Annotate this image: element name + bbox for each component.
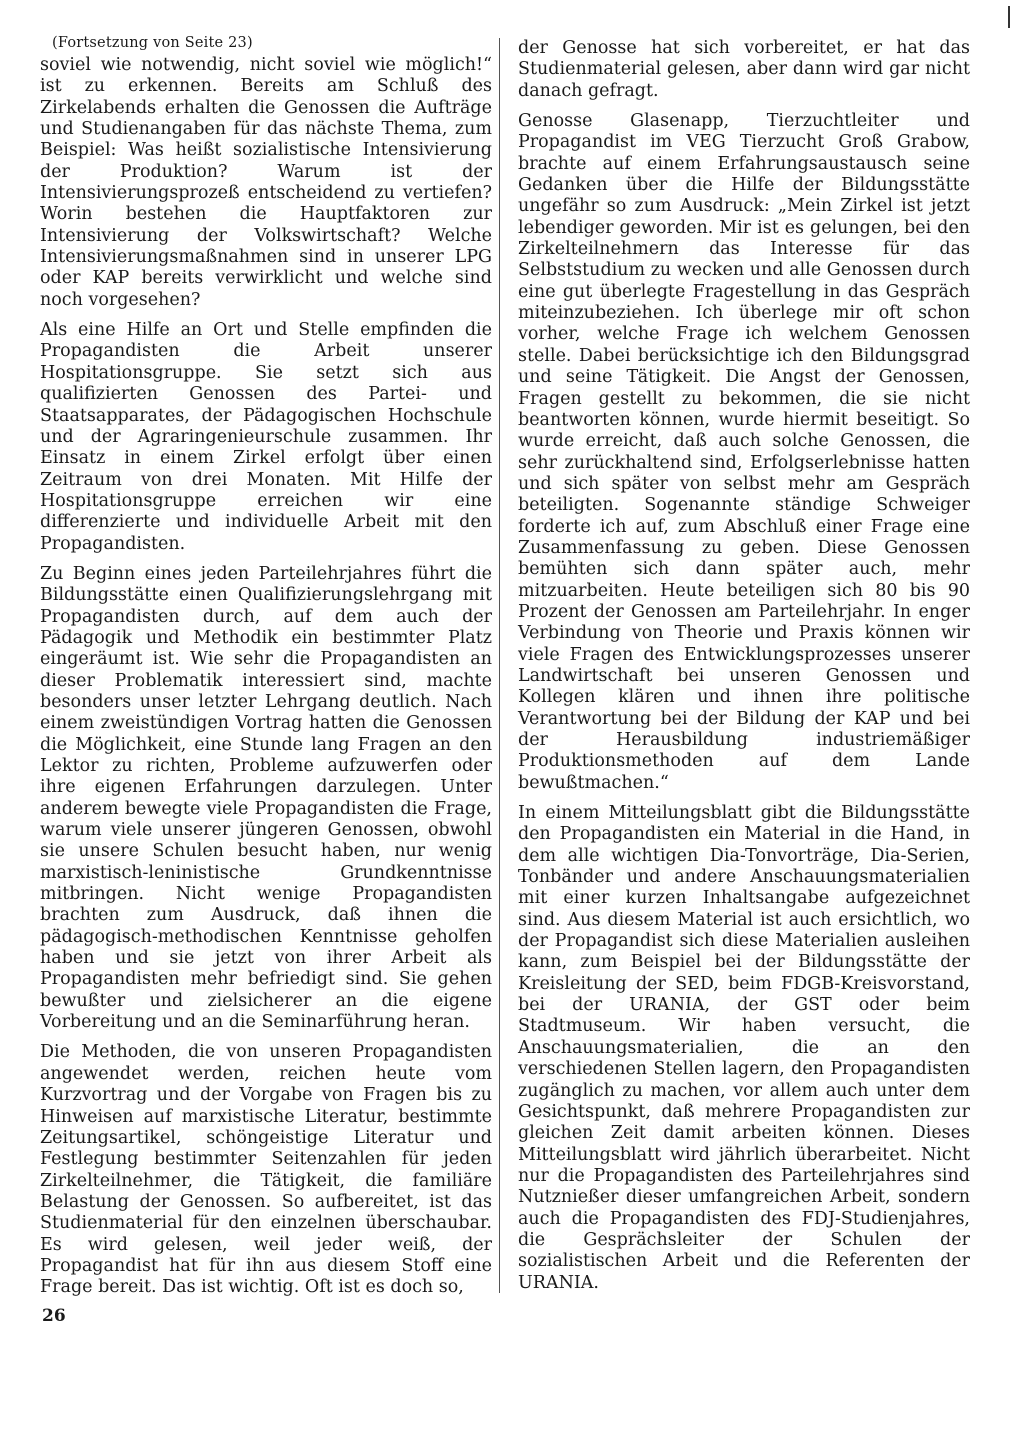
paragraph: Als eine Hilfe an Ort und Stelle empfinden die Propagandisten die Arbeit unserer Hospitationsgruppe. Sie setzt sich aus qualifizierten Genossen des Partei- und Staatsapparates, der Pädagogischen Hochschule und der Agraringenieurschule zusammen. Ihr Einsatz in einem Zirkel erfolgt über einen Zeitraum von drei Monaten. Mit Hilfe der Hospitationsgruppe erreichen wir eine differenzierte und individuelle Arbeit mit den Propagandisten.: [40, 320, 492, 554]
paragraph: soviel wie notwendig, nicht soviel wie möglich!“ ist zu erkennen. Bereits am Schluß des Zirkelabends erhalten die Genossen die Aufträge und Studienangaben für das nächste Thema, zum Beispiel: Was heißt sozialistische Intensivierung der Produktion? Warum ist der Intensivierungsprozeß entscheidend zu vertiefen? Worin bestehen die Hauptfaktoren zur Intensivierung der Volkswirtschaft? Welche Intensivierungsmaßnahmen sind in unserer LPG oder KAP bereits verwirklicht und welche sind noch vorgesehen?: [40, 55, 492, 310]
column-divider: [499, 38, 500, 1293]
continuation-note: (Fortsetzung von Seite 23): [52, 35, 253, 51]
right-column: [518, 38, 970, 1303]
paragraph: Die Methoden, die von unseren Propagandisten angewendet werden, reichen heute vom Kurzvortrag und der Vorgabe von Fragen bis zu Hinweisen auf marxistische Literatur, bestimmte Zeitungsartikel, schöngeistige Literatur und Festlegung bestimmter Seitenzahlen für jeden Zirkelteilnehmer, die Tätigkeit, die familiäre Belastung der Genossen. So aufbereitet, ist das Studienmaterial für den einzelnen überschaubar. Es wird gelesen, weil jeder weiß, der Propagandist hat für ihn aus diesem Stoff eine Frage bereit. Das ist wichtig. Oft ist es doch so,: [40, 1042, 492, 1298]
left-column: [40, 34, 492, 1308]
paragraph: Genosse Glasenapp, Tierzuchtleiter und Propagandist im VEG Tierzucht Groß Grabow, brachte auf einem Erfahrungsaustausch seine Gedanken über die Hilfe der Bildungsstätte ungefähr so zum Ausdruck: „Mein Zirkel ist jetzt lebendiger geworden. Mir ist es gelungen, bei den Zirkelteilnehmern das Interesse für das Selbststudium zu wecken und alle Genossen durch eine gut überlegte Fragestellung in das Gespräch miteinzubeziehen. Ich überlege mir oft schon vorher, welche Frage ich welchem Genossen stelle. Dabei berücksichtige ich den Bildungsgrad und seine Tätigkeit. Die Angst der Genossen, Fragen gestellt zu bekommen, die sie nicht beantworten können, wurde hiermit beseitigt. So wurde erreicht, daß auch solche Genossen, die sehr zurückhaltend sind, Erfolgserlebnisse hatten und sich später von selbst mehr am Gespräch beteiligten. Sogenannte ständige Schweiger forderte ich auf, zum Abschluß einer Frage eine Zusammenfassung zu geben. Diese Genossen bemühten sich dann später auch, mehr mitzuarbeiten. Heute beteiligen sich 80 bis 90 Prozent der Genossen am Parteilehrjahr. In enger Verbindung von Theorie und Praxis können wir viele Fragen des Entwicklungsprozesses unserer Landwirtschaft bei unseren Genossen und Kollegen klären und ihnen ihre politische Verantwortung bei der Bildung der KAP und bei der Herausbildung industriemäßiger Produktionsmethoden auf dem Lande bewußtmachen.“: [518, 111, 970, 793]
paragraph: der Genosse hat sich vorbereitet, er hat das Studienmaterial gelesen, aber dann wird gar nicht danach gefragt.: [518, 38, 970, 101]
page-number: 26: [42, 1306, 66, 1326]
margin-mark: [1008, 6, 1010, 28]
paragraph: In einem Mitteilungsblatt gibt die Bildungsstätte den Propagandisten ein Material in die Hand, in dem alle wichtigen Dia-Tonvorträge, Dia-Serien, Tonbänder und andere Anschauungsmaterialien mit einer kurzen Inhaltsangabe aufgezeichnet sind. Aus diesem Material ist auch ersichtlich, wo der Propagandist sich diese Materialien ausleihen kann, zum Beispiel bei der Bildungsstätte der Kreisleitung der SED, beim FDGB-Kreisvorstand, bei der URANIA, der GST oder beim Stadtmuseum. Wir haben versucht, die Anschauungsmaterialien, die an den verschiedenen Stellen lagern, den Propagandisten zugänglich zu machen, vor allem auch unter dem Gesichtspunkt, daß mehrere Propagandisten zur gleichen Zeit damit arbeiten können. Dieses Mitteilungsblatt wird jährlich überarbeitet. Nicht nur die Propagandisten des Parteilehrjahres sind Nutznießer dieser umfangreichen Arbeit, sondern auch die Propagandisten des FDJ-Studienjahres, die Gesprächsleiter der Schulen der sozialistischen Arbeit und die Referenten der URANIA.: [518, 803, 970, 1293]
paragraph: Zu Beginn eines jeden Parteilehrjahres führt die Bildungsstätte einen Qualifizierungslehrgang mit Propagandisten durch, auf dem auch der Pädagogik und Methodik ein bestimmter Platz eingeräumt ist. Wie sehr die Propagandisten an dieser Problematik interessiert sind, machte besonders unser letzter Lehrgang deutlich. Nach einem zweistündigen Vortrag hatten die Genossen die Möglichkeit, eine Stunde lang Fragen an den Lektor zu richten, Probleme aufzuwerfen oder ihre eigenen Erfahrungen darzulegen. Unter anderem bewegte viele Propagandisten die Frage, warum viele unserer jüngeren Genossen, obwohl sie unsere Schulen besucht haben, nur wenig marxistisch-leninistische Grundkenntnisse mitbringen. Nicht wenige Propagandisten brachten zum Ausdruck, daß ihnen die pädagogisch-methodischen Kenntnisse geholfen haben und sie jetzt von ihrer Arbeit als Propagandisten mehr befriedigt sind. Sie gehen bewußter und zielsicherer an die eigene Vorbereitung und an die Seminarführung heran.: [40, 563, 492, 1033]
